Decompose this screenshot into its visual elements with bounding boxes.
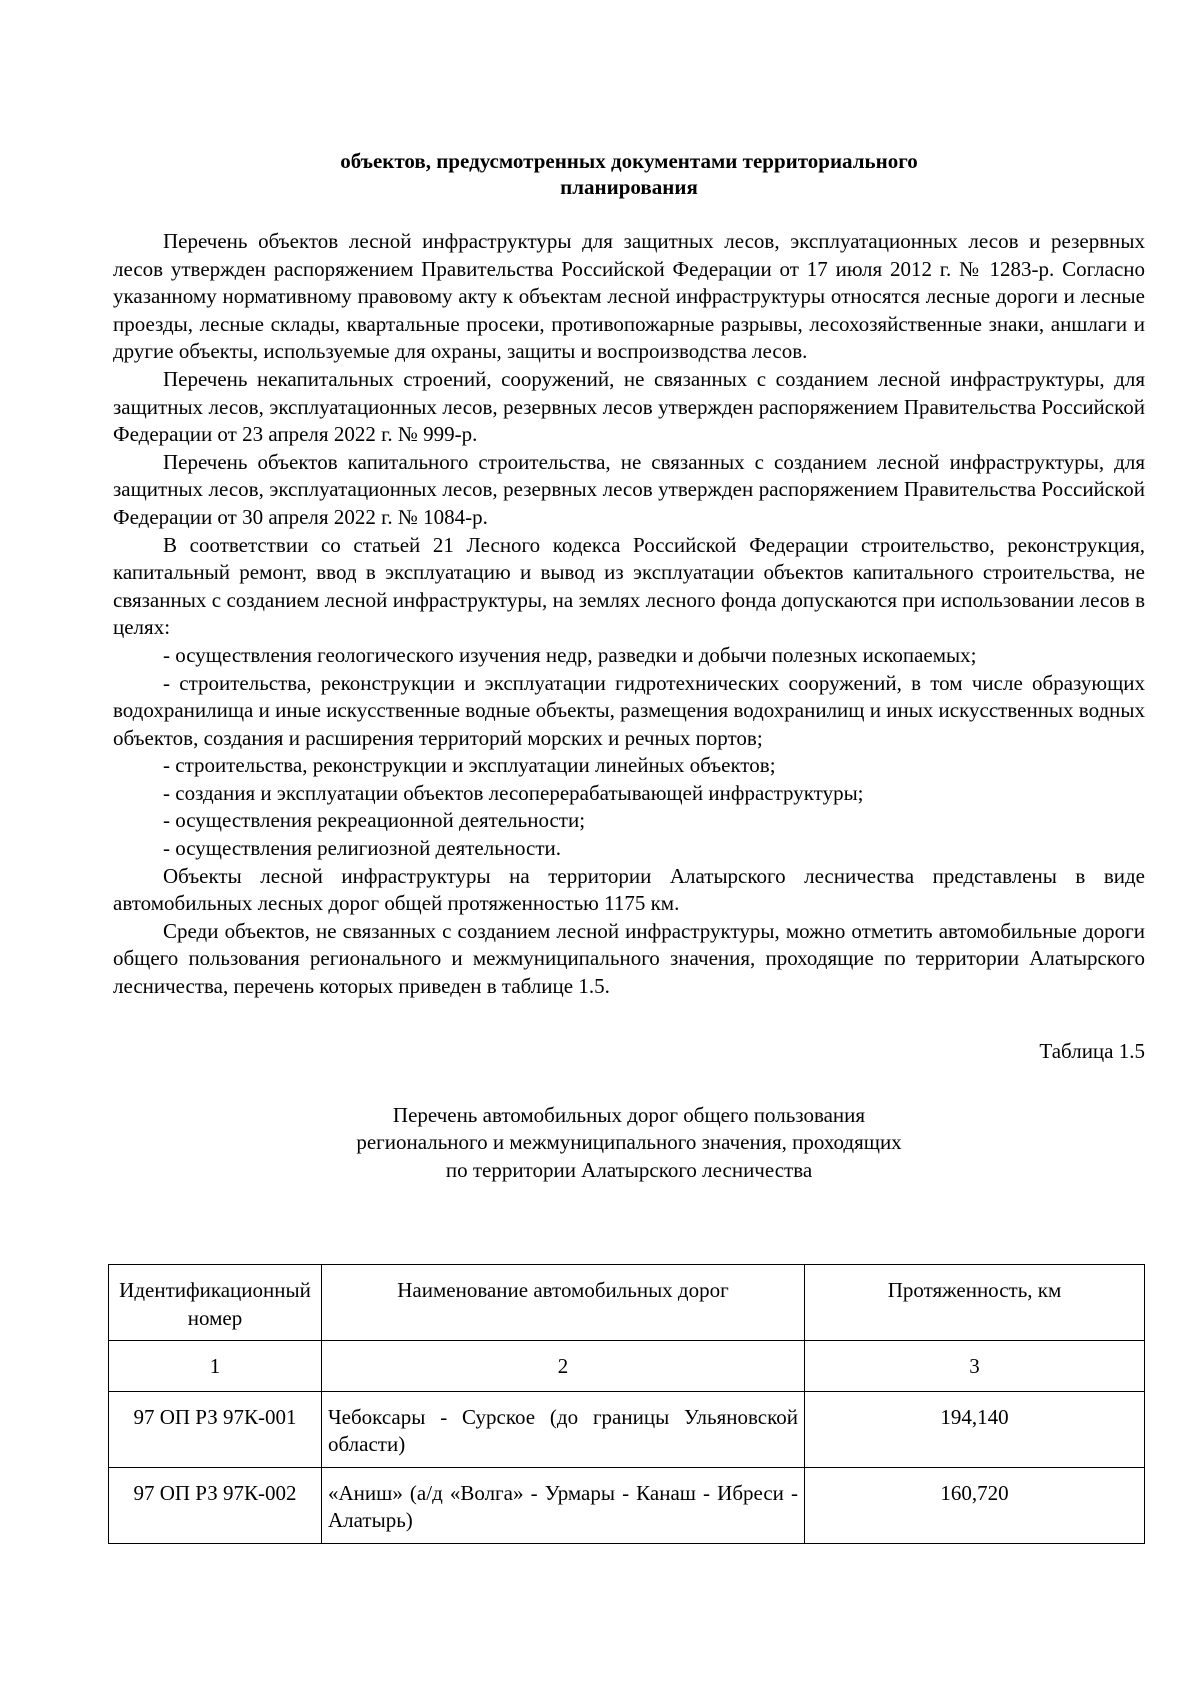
road-length: 194,140 — [805, 1391, 1145, 1467]
road-name: «Аниш» (а/д «Волга» - Урмары - Канаш - Ибреси - Алатырь) — [322, 1467, 805, 1543]
paragraph-capital-construction: Перечень объектов капитального строительства, не связанных с созданием лесной инфраструктуры, для защитных лесов, эксплуатационных лесов, резервных лесов утвержден распоряжением Правительства Российской Федерации от 30 апреля 2022 г. № 1084-р. — [113, 449, 1145, 529]
column-number-2: 2 — [322, 1341, 805, 1392]
paragraph-forest-roads-total: Объекты лесной инфраструктуры на территории Алатырского лесничества представлены в виде автомобильных лесных дорог общей протяженностью 1175 км. — [113, 863, 1145, 916]
paragraph-noncapital-structures: Перечень некапитальных строений, сооружений, не связанных с созданием лесной инфраструктуры, для защитных лесов, эксплуатационных лесов, резервных лесов утвержден распоряжением Правительства Российской Федерации от 23 апреля 2022 г. № 999-р. — [113, 366, 1145, 447]
document-page — [113, 148, 1145, 1184]
list-item-hydrotechnical: - строительства, реконструкции и эксплуатации гидротехнических сооружений, в том числе образующих водохранилища и иные искусственные водные объекты, размещения водохранилищ и иных искусственных водных объектов, создания и расширения территорий морских и речных портов; — [113, 670, 1145, 750]
list-item-recreation: - осуществления рекреационной деятельности; — [163, 808, 586, 833]
section-heading-line-1: объектов, предусмотренных документами территориального — [340, 149, 918, 173]
table-caption-line-1: Перечень автомобильных дорог общего пользования — [392, 1102, 866, 1127]
paragraph-public-roads: Среди объектов, не связанных с созданием лесной инфраструктуры, можно отметить автомобильные дороги общего пользования регионального и межмуниципального значения, проходящие по территории Алатырского лесничества, перечень которых приведен в таблице 1.5. — [113, 918, 1145, 999]
paragraph-forest-infrastructure-list: Перечень объектов лесной инфраструктуры для защитных лесов, эксплуатационных лесов и резервных лесов утвержден распоряжением Правительства Российской Федерации от 17 июля 2012 г. № 1283-р. Согласно указанному нормативному правовому акту к объектам лесной инфраструктуры относятся лесные дороги и лесные проезды, лесные склады, квартальные просеки, противопожарные разрывы, лесохозяйственные знаки, аншлаги и другие объекты, используемые для охраны, защиты и воспроизводства лесов. — [113, 229, 1145, 364]
table-caption-line-3: по территории Алатырского лесничества — [445, 1157, 813, 1182]
table-caption — [113, 1102, 1145, 1185]
section-heading — [113, 148, 1145, 200]
section-heading-line-2: планирования — [560, 175, 698, 199]
road-length: 160,720 — [805, 1467, 1145, 1543]
paragraph-forest-code-article-21: В соответствии со статьей 21 Лесного кодекса Российской Федерации строительство, реконструкция, капитальный ремонт, ввод в эксплуатацию и вывод из эксплуатации объектов капитального строительства, не связанных с созданием лесной инфраструктуры, на землях лесного фонда допускаются при использовании лесов в целях: — [113, 532, 1145, 640]
list-item-linear-objects: - строительства, реконструкции и эксплуатации линейных объектов; — [163, 753, 776, 778]
road-name: Чебоксары - Сурское (до границы Ульяновской области) — [322, 1391, 805, 1467]
table-row — [109, 1467, 1145, 1543]
header-id-number: Идентификационный номер — [109, 1265, 322, 1341]
list-item-wood-processing: - создания и эксплуатации объектов лесоперерабатывающей инфраструктуры; — [163, 780, 864, 805]
road-id: 97 ОП РЗ 97К-002 — [109, 1467, 322, 1543]
table-row — [109, 1391, 1145, 1467]
column-number-3: 3 — [805, 1341, 1145, 1392]
table-caption-line-2: регионального и межмуниципального значения, проходящих — [356, 1130, 902, 1155]
header-length: Протяженность, км — [805, 1265, 1145, 1341]
column-number-1: 1 — [109, 1341, 322, 1392]
table-column-numbers-row — [109, 1341, 1145, 1392]
table-label: Таблица 1.5 — [1039, 1038, 1145, 1063]
list-item-religious: - осуществления религиозной деятельности. — [163, 836, 562, 861]
table-header-row — [109, 1265, 1145, 1341]
roads-table — [108, 1264, 1145, 1544]
road-id: 97 ОП РЗ 97К-001 — [109, 1391, 322, 1467]
list-item-geological-study: - осуществления геологического изучения недр, разведки и добычи полезных ископаемых; — [163, 642, 977, 667]
header-road-name: Наименование автомобильных дорог — [322, 1265, 805, 1341]
